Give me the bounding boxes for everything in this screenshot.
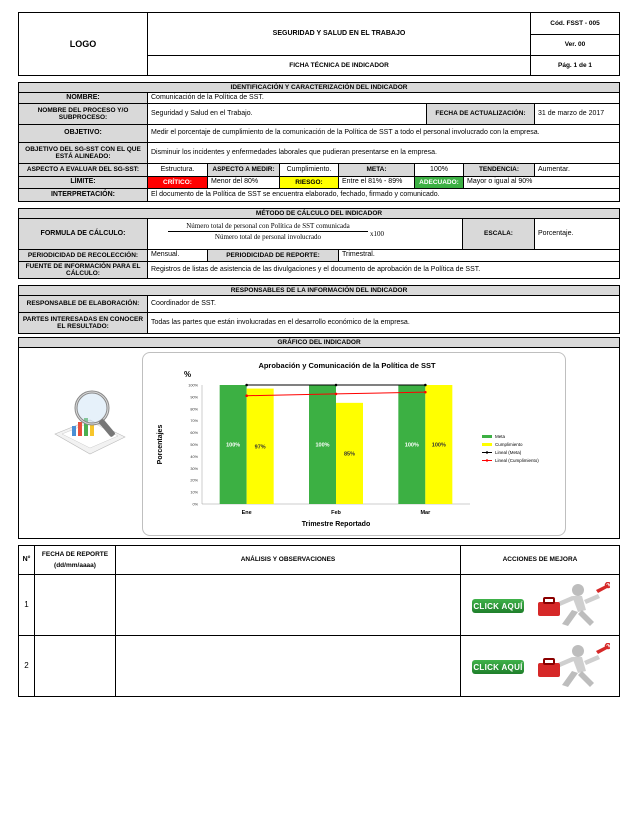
table-row-2-date[interactable] — [34, 635, 116, 697]
parties-value — [147, 312, 620, 334]
chart-trendline-point — [335, 384, 338, 387]
analysis-header-observations — [115, 545, 461, 575]
elaboration-value-text: Coordinador de SST. — [151, 299, 216, 307]
table-row-2-observations[interactable] — [115, 635, 461, 697]
critical-value-text: Menor del 80% — [211, 178, 259, 186]
measure-label-text: ASPECTO A MEDIR: — [212, 166, 275, 174]
chart-y-tick-label: 90% — [190, 395, 198, 400]
formula-label-text: FORMULA DE CÁLCULO: — [40, 229, 126, 237]
formula-cell — [147, 218, 463, 250]
chart-trendline-point — [245, 394, 248, 397]
chart-data-label: 97% — [254, 444, 266, 451]
interpretation-value — [147, 188, 620, 202]
table-row-1-number-text: 1 — [24, 600, 29, 610]
trend-label-text: TENDENCIA: — [478, 166, 520, 174]
chart-legend-label: Lineal (Meta) — [495, 450, 522, 455]
parties-label — [18, 312, 148, 334]
chart-y-tick-label: 100% — [188, 383, 198, 388]
objective-label — [18, 124, 148, 143]
report-label-text: PERIODICIDAD DE REPORTE: — [226, 251, 320, 259]
document-subtitle — [147, 55, 531, 76]
chart — [142, 352, 566, 536]
scale-label — [462, 218, 535, 250]
formula-fraction — [168, 222, 368, 241]
responsibles-section-title-text: RESPONSABLES DE LA INFORMACIÓN DEL INDICADOR — [230, 287, 408, 294]
analysis-header-date-sub: (dd/mm/aaaa) — [54, 561, 96, 569]
interpretation-label — [18, 188, 148, 202]
chart-x-tick-label: Mar — [420, 510, 431, 516]
aspect-label — [18, 163, 148, 177]
measure-value-text: Cumplimiento. — [286, 165, 332, 173]
source-label-text: FUENTE DE INFORMACIÓN PARA EL CÁLCULO: — [25, 262, 141, 277]
chart-y-tick-label: 10% — [190, 490, 198, 495]
objective-label-text: OBJETIVO: — [64, 129, 102, 137]
document-version-text: Ver. 00 — [564, 41, 586, 49]
magnifier-chart-illustration — [50, 382, 130, 462]
elaboration-value — [147, 295, 620, 313]
chart-data-label: 100% — [226, 442, 241, 449]
running-figure-toolbox-icon-1 — [532, 582, 610, 630]
chart-data-label: 100% — [404, 442, 419, 449]
collection-value-text: Mensual. — [151, 251, 180, 259]
chart-y-tick-label: 50% — [190, 443, 198, 447]
update-value-text: 31 de marzo de 2017 — [538, 109, 605, 117]
chart-x-tick-label: Ene — [241, 510, 252, 516]
analysis-header-date — [34, 545, 116, 575]
graph-section-title-text: GRÁFICO DEL INDICADOR — [277, 339, 361, 346]
logo-cell — [18, 12, 148, 76]
adequate-label-text: ADECUADO: — [419, 178, 459, 186]
identification-section-title-text: IDENTIFICACIÓN Y CARACTERIZACIÓN DEL INDICADOR — [230, 84, 408, 91]
measure-value — [279, 163, 339, 177]
objective-value-text: Medir el porcentaje de cumplimiento de la comunicación de la Política de SST a todo el personal involucrado con la empresa. — [151, 129, 540, 137]
sgsst-objective-value-text: Disminuir los incidentes y enfermedades laborales que pudieran presentarse en la empresa. — [151, 148, 437, 156]
click-here-button-1-label: CLICK AQUÍ — [473, 601, 523, 611]
scale-label-text: ESCALA: — [484, 230, 513, 238]
chart-x-tick-label: Feb — [331, 510, 341, 516]
chart-title: Aprobación y Comunicación de la Política de SST — [258, 361, 436, 370]
chart-legend-swatch — [482, 435, 492, 438]
elaboration-label-text: RESPONSABLE DE ELABORACIÓN: — [26, 300, 140, 308]
goal-value — [414, 163, 464, 177]
document-page — [530, 55, 620, 76]
document-code — [530, 12, 620, 35]
document-version — [530, 34, 620, 56]
chart-data-label: 100% — [431, 442, 446, 449]
table-row-2-number — [18, 635, 35, 697]
table-row-1-date[interactable] — [34, 574, 116, 636]
chart-y-tick-label: 20% — [190, 478, 198, 483]
risk-value-text: Entre el 81% - 89% — [342, 178, 403, 186]
scale-value — [534, 218, 620, 250]
chart-y-tick-label: 70% — [190, 419, 198, 424]
sgsst-objective-label — [18, 142, 148, 164]
sgsst-objective-value — [147, 142, 620, 164]
chart-legend-label: Meta — [495, 434, 506, 439]
document-subtitle-text: FICHA TÉCNICA DE INDICADOR — [289, 61, 389, 69]
formula-numerator: Número total de personal con Política de SST comunicada — [168, 222, 368, 232]
parties-value-text: Todas las partes que están involucradas en el desarrollo económico de la empresa. — [151, 318, 410, 326]
formula-multiplier: x100 — [370, 230, 384, 238]
trend-value — [534, 163, 620, 177]
goal-label-text: META: — [366, 166, 387, 174]
document-page-text: Pág. 1 de 1 — [558, 61, 592, 69]
chart-legend-marker — [486, 451, 488, 453]
chart-trendline-point — [424, 384, 427, 387]
scale-value-text: Porcentaje. — [538, 229, 574, 237]
chart-legend-label: Cumplimiento — [495, 442, 523, 447]
analysis-header-actions — [460, 545, 620, 575]
chart-data-label: 100% — [315, 442, 330, 449]
chart-unit-label: % — [184, 370, 192, 379]
document-title-text: SEGURIDAD Y SALUD EN EL TRABAJO — [272, 29, 406, 37]
update-value — [534, 103, 620, 125]
click-here-button-1[interactable] — [472, 599, 524, 613]
table-row-1-number — [18, 574, 35, 636]
analysis-header-number-text: N° — [22, 555, 31, 563]
table-row-1-observations[interactable] — [115, 574, 461, 636]
interpretation-label-text: INTERPRETACIÓN: — [50, 190, 116, 198]
aspect-label-text: ASPECTO A EVALUAR DEL SG-SST: — [26, 166, 140, 174]
report-value-text: Trimestral. — [342, 251, 375, 259]
chart-y-tick-label: 30% — [190, 466, 198, 471]
parties-label-text: PARTES INTERESADAS EN CONOCER EL RESULTADO: — [22, 315, 144, 330]
table-row-2-number-text: 2 — [24, 661, 29, 671]
process-label — [18, 103, 148, 125]
trend-label — [463, 163, 535, 177]
process-value-text: Seguridad y Salud en el Trabajo. — [151, 109, 253, 117]
source-value — [147, 261, 620, 279]
analysis-header-number — [18, 545, 35, 575]
chart-trendline-point — [335, 393, 338, 396]
document-title — [147, 12, 531, 56]
document-code-text: Cód. FSST - 005 — [550, 19, 600, 27]
chart-y-axis-label: Porcentajes — [157, 424, 164, 465]
chart-y-tick-label: 60% — [190, 431, 198, 436]
analysis-header-actions-text: ACCIONES DE MEJORA — [502, 556, 578, 564]
chart-trendline-point — [424, 391, 427, 394]
limit-label-text: LÍMITE: — [70, 178, 96, 186]
critical-label-text: CRÍTICO: — [163, 178, 192, 186]
chart-y-tick-label: 40% — [190, 454, 198, 459]
adequate-value-text: Mayor o igual al 90% — [467, 178, 533, 186]
chart-legend-label: Lineal (Cumplimiento) — [495, 458, 539, 463]
source-label — [18, 261, 148, 279]
chart-x-axis-label: Trimestre Reportado — [301, 521, 371, 528]
source-value-text: Registros de listas de asistencia de las divulgaciones y el documento de aprobación de la Política de SST. — [151, 265, 481, 273]
elaboration-label — [18, 295, 148, 313]
chart-data-label: 85% — [343, 451, 356, 458]
collection-label-text: PERIODICIDAD DE RECOLECCIÓN: — [27, 251, 139, 259]
analysis-header-date-text: FECHA DE REPORTE — [41, 551, 109, 559]
chart-y-tick-label: 0% — [192, 502, 198, 507]
objective-value — [147, 124, 620, 143]
trend-value-text: Aumentar. — [538, 165, 570, 173]
formula-label — [18, 218, 148, 250]
chart-legend-swatch — [482, 443, 492, 446]
method-section-title-text: MÉTODO DE CÁLCULO DEL INDICADOR — [255, 210, 383, 217]
formula-denominator: Número total de personal involucrado — [214, 233, 322, 242]
name-value-text: Comunicación de la Política de SST. — [151, 93, 264, 101]
goal-value-text: 100% — [430, 165, 448, 173]
running-figure-toolbox-icon-2 — [532, 643, 610, 691]
risk-label-text: RIESGO: — [295, 178, 323, 186]
interpretation-value-text: El documento de la Política de SST se encuentra elaborado, fechado, firmado y comunicado. — [151, 190, 440, 198]
update-label — [426, 103, 535, 125]
process-label-text: NOMBRE DEL PROCESO Y/O SUBPROCESO: — [37, 106, 129, 121]
click-here-button-2[interactable] — [472, 660, 524, 674]
update-label-text: FECHA DE ACTUALIZACIÓN: — [435, 110, 526, 118]
click-here-button-2-label: CLICK AQUÍ — [473, 662, 523, 672]
chart-y-tick-label: 80% — [190, 407, 198, 412]
process-value — [147, 103, 427, 125]
logo-text: LOGO — [69, 38, 97, 49]
chart-trendline-point — [245, 384, 248, 387]
aspect-value-text: Estructura. — [160, 165, 195, 173]
chart-legend-marker — [486, 459, 488, 461]
name-label-text: NOMBRE: — [66, 93, 100, 101]
sgsst-objective-label-text: OBJETIVO DEL SG-SST CON EL QUE ESTÁ ALINEADO: — [25, 145, 141, 160]
analysis-header-observations-text: ANÁLISIS Y OBSERVACIONES — [240, 556, 336, 564]
aspect-value — [147, 163, 208, 177]
goal-label — [338, 163, 415, 177]
measure-label — [207, 163, 280, 177]
